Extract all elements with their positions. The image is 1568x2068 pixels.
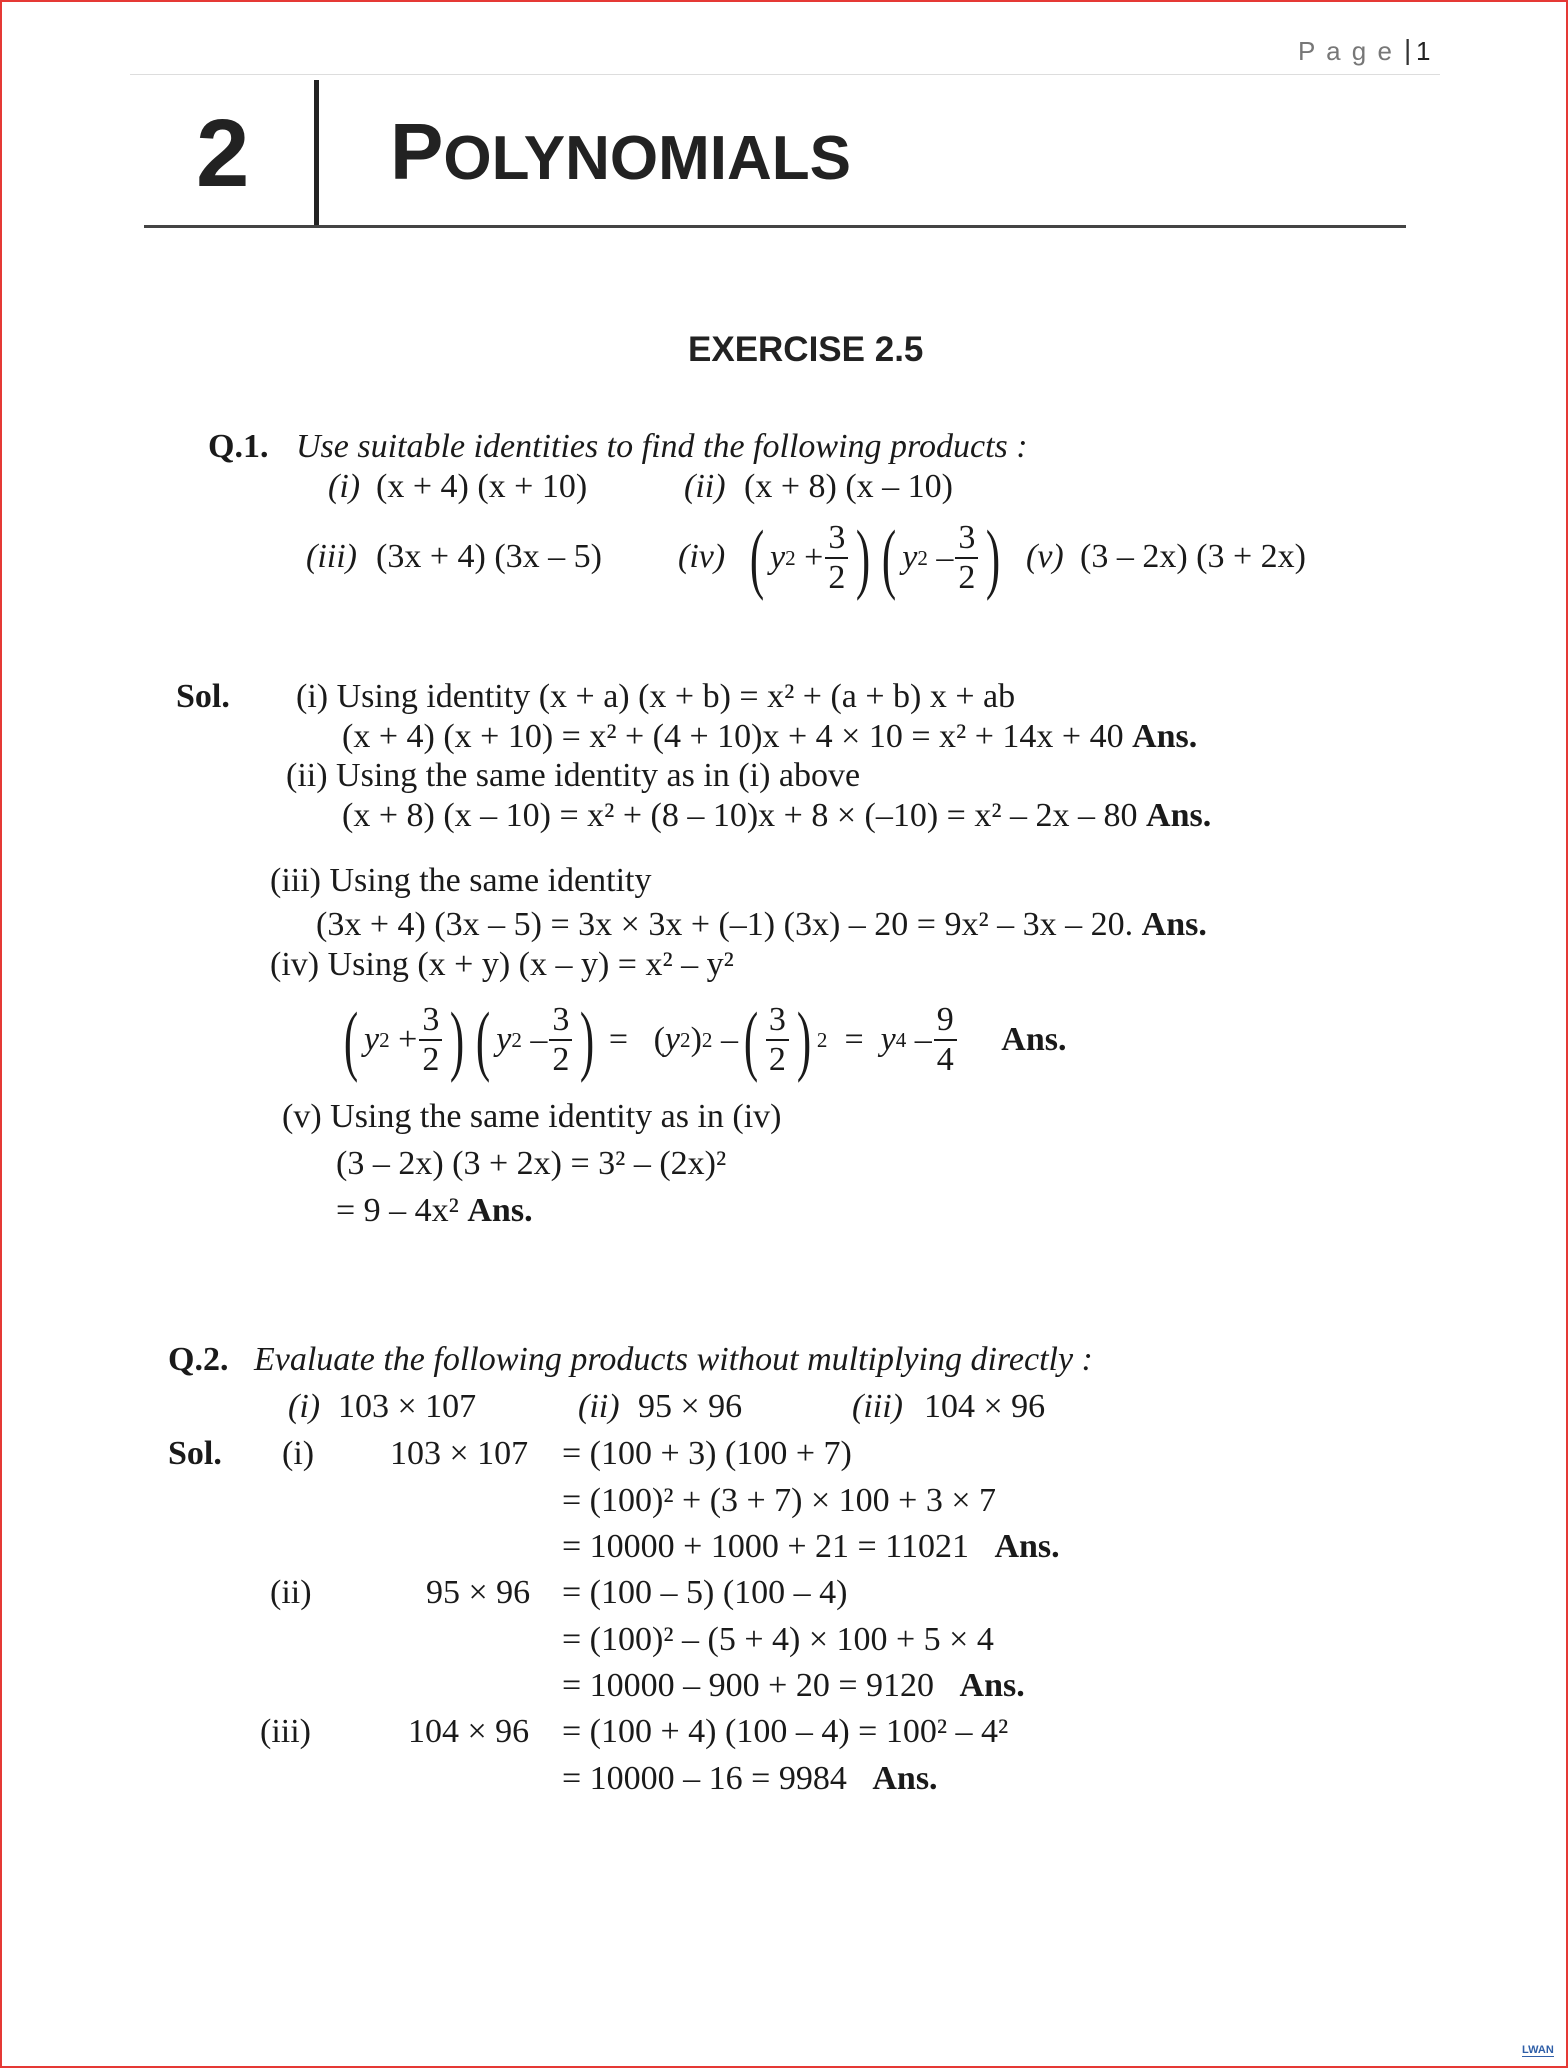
sol2-ii-row-1: = (100 – 5) (100 – 4) (562, 1574, 848, 1611)
sol1-iv-expression: ( y 2 + $\frac{3}{2}$ ) ( y 2 – $\frac{3}{2}$ ) = ( y 2 ) 2 – ( $\frac{3}{2}$ ) 2 = y 4 – $\frac{9}{4}$ Ans. (343, 996, 1067, 1083)
header-rule (130, 74, 1440, 75)
sol2-i-label: (i) (282, 1435, 315, 1472)
q1-part-iv-label: (iv) (678, 538, 726, 575)
chapter-number: 2 (196, 100, 250, 207)
sol1-line-10: (3 – 2x) (3 + 2x) = 3² – (2x)² (336, 1145, 727, 1182)
chapter-title (390, 107, 851, 196)
sol1-line-7: (iv) Using (x + y) (x – y) = x² – y² (270, 946, 734, 983)
q1-label: Q.1. (208, 428, 269, 465)
sol1-line-11: = 9 – 4x² Ans. (336, 1192, 533, 1229)
chapter-rule (144, 225, 1406, 228)
sol2-iii-row-1: = (100 + 4) (100 – 4) = 100² – 4² (562, 1713, 1009, 1750)
exercise-title: EXERCISE 2.5 (688, 330, 924, 369)
sol2-i-row-2: = (100)² + (3 + 7) × 100 + 3 × 7 (562, 1482, 997, 1519)
sol2-label: Sol. (168, 1435, 222, 1472)
page-separator: | (1404, 34, 1412, 65)
q1-part-v: (3 – 2x) (3 + 2x) (1080, 538, 1306, 575)
sol1-line-1: (i) Using identity (x + a) (x + b) = x² + (a + b) x + ab (296, 678, 1016, 715)
q1-part-iv-expression: ( y 2 + $\frac{3}{2}$ ) ( y 2 – $\frac{3}{2}$ ) (749, 514, 1001, 601)
q2-part-iii-label: (iii) (852, 1388, 903, 1425)
sol2-iii-lhs: 104 × 96 (408, 1713, 530, 1750)
q1-part-iii: (3x + 4) (3x – 5) (376, 538, 602, 575)
page-label: P a g e (1298, 36, 1394, 66)
sol2-ii-label: (ii) (270, 1574, 312, 1611)
sol2-ii-lhs: 95 × 96 (426, 1574, 531, 1611)
q1-part-i-label: (i) (328, 468, 361, 505)
sol2-i-row-1: = (100 + 3) (100 + 7) (562, 1435, 852, 1472)
q2-prompt: Evaluate the following products without multiplying directly : (254, 1341, 1093, 1378)
sol2-iii-label: (iii) (260, 1713, 311, 1750)
q1-part-ii-label: (ii) (684, 468, 726, 505)
q1-part-ii: (x + 8) (x – 10) (744, 468, 953, 505)
q1-prompt: Use suitable identities to find the following products : (296, 428, 1028, 465)
q2-part-i-label: (i) (288, 1388, 321, 1425)
sol2-ii-row-3: = 10000 – 900 + 20 = 9120 Ans. (562, 1667, 1025, 1704)
q1-part-v-label: (v) (1026, 538, 1064, 575)
sol1-line-5: (iii) Using the same identity (270, 862, 652, 899)
sol2-i-row-3: = 10000 + 1000 + 21 = 11021 Ans. (562, 1528, 1060, 1565)
publisher-logo: LWAN (1522, 2044, 1554, 2056)
chapter-title-initial: P (390, 107, 444, 196)
sol1-line-6: (3x + 4) (3x – 5) = 3x × 3x + (–1) (3x) – 20 = 9x² – 3x – 20. Ans. (316, 906, 1207, 943)
q1-part-iii-label: (iii) (306, 538, 357, 575)
sol2-i-lhs: 103 × 107 (390, 1435, 529, 1472)
q2-part-ii-label: (ii) (578, 1388, 620, 1425)
q2-part-ii: 95 × 96 (638, 1388, 743, 1425)
sol1-label: Sol. (176, 678, 230, 715)
sol1-line-9: (v) Using the same identity as in (iv) (282, 1098, 782, 1135)
q2-part-iii: 104 × 96 (924, 1388, 1046, 1425)
sol1-line-4: (x + 8) (x – 10) = x² + (8 – 10)x + 8 × (–10) = x² – 2x – 80 Ans. (342, 797, 1212, 834)
chapter-divider (314, 80, 319, 226)
q2-label: Q.2. (168, 1341, 229, 1378)
q2-part-i: 103 × 107 (338, 1388, 477, 1425)
sol1-line-3: (ii) Using the same identity as in (i) above (286, 757, 861, 794)
sol1-line-2: (x + 4) (x + 10) = x² + (4 + 10)x + 4 × 10 = x² + 14x + 40 Ans. (342, 718, 1198, 755)
page-number: 1 (1416, 36, 1431, 66)
sol2-ii-row-2: = (100)² – (5 + 4) × 100 + 5 × 4 (562, 1621, 994, 1658)
sol2-iii-row-2: = 10000 – 16 = 9984 Ans. (562, 1760, 938, 1797)
chapter-title-rest: OLYNOMIALS (443, 124, 851, 193)
q1-part-i: (x + 4) (x + 10) (376, 468, 588, 505)
